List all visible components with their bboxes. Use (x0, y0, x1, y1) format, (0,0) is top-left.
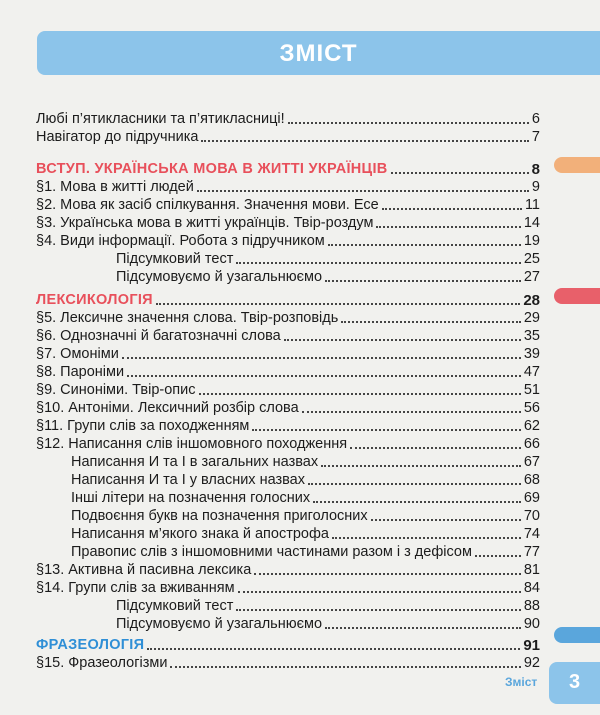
toc-entry-page: 90 (523, 616, 540, 632)
toc-entry[interactable] (36, 652, 540, 672)
section-page: 91 (523, 637, 540, 654)
toc-entry-title: Написання И та І у власних назвах (71, 472, 305, 488)
leader-dots (254, 573, 521, 575)
leader-dots (170, 666, 520, 668)
leader-dots (321, 465, 521, 467)
toc-entry-title: Правопис слів з іншомовними частинами разом і з дефісом (71, 544, 472, 560)
toc-entry-page: 70 (523, 508, 540, 524)
toc-entry-title: Інші літери на позначення голосних (71, 490, 311, 506)
toc-entry-page: 77 (523, 544, 540, 560)
leader-dots (332, 537, 521, 539)
toc-entry-page: 67 (523, 454, 540, 470)
toc-entry-title: §5. Лексичне значення слова. Твір-розповідь (36, 310, 339, 326)
leader-dots (325, 280, 521, 282)
leader-dots (313, 501, 521, 503)
toc-entry-title: §3. Українська мова в житті українців. Твір-роздум (36, 215, 374, 231)
section-tab-orange (554, 157, 600, 173)
toc-entry-page: 14 (523, 215, 540, 231)
leader-dots (341, 321, 521, 323)
toc-entry[interactable] (36, 505, 540, 525)
toc-entry[interactable] (36, 415, 540, 435)
leader-dots (236, 262, 521, 264)
toc-entry-page: 88 (523, 598, 540, 614)
page-title: ЗМІСТ (279, 40, 358, 67)
header-banner (37, 31, 600, 75)
leader-dots (238, 591, 521, 593)
toc-entry-title: §8. Пароніми (36, 364, 125, 380)
leader-dots (288, 122, 529, 124)
toc-entry-title: §15. Фразеологізми (36, 655, 168, 671)
toc-entry-title: §1. Мова в житті людей (36, 179, 194, 195)
page-number-box (549, 662, 600, 704)
section-tab-red (554, 288, 600, 304)
toc-entry-page: 35 (523, 328, 540, 344)
toc-entry[interactable] (36, 577, 540, 597)
toc-entry-page: 27 (523, 269, 540, 285)
toc-entry-page: 68 (523, 472, 540, 488)
leader-dots (147, 648, 520, 650)
toc-entry-page: 51 (523, 382, 540, 398)
leader-dots (350, 447, 521, 449)
toc-entry[interactable] (36, 397, 540, 417)
toc-entry-page: 66 (523, 436, 540, 452)
leader-dots (308, 483, 521, 485)
section-title: ЛЕКСИКОЛОГІЯ (36, 292, 153, 308)
leader-dots (371, 519, 521, 521)
toc-entry[interactable] (36, 325, 540, 345)
toc-entry-title: §9. Синоніми. Твір-опис (36, 382, 196, 398)
leader-dots (122, 357, 521, 359)
leader-dots (199, 393, 521, 395)
toc-entry-title: §10. Антоніми. Лексичний розбір слова (36, 400, 299, 416)
toc-entry[interactable] (36, 248, 540, 268)
toc-entry-title: Написання И та І в загальних назвах (71, 454, 319, 470)
toc-entry-title: §2. Мова як засіб спілкування. Значення мови. Есе (36, 197, 379, 213)
leader-dots (156, 303, 520, 305)
leader-dots (197, 190, 529, 192)
leader-dots (328, 244, 521, 246)
section-title: ФРАЗЕОЛОГІЯ (36, 637, 145, 653)
toc-entry-title: §6. Однозначні й багатозначні слова (36, 328, 281, 344)
toc-entry[interactable] (36, 451, 540, 471)
toc-entry-page: 25 (523, 251, 540, 267)
toc-entry-page: 11 (524, 197, 540, 213)
toc-entry-page: 7 (531, 129, 540, 145)
toc-entry[interactable] (36, 194, 540, 214)
toc-entry-page: 6 (531, 111, 540, 127)
leader-dots (325, 627, 521, 629)
toc-entry-title: §14. Групи слів за вживанням (36, 580, 235, 596)
toc-entry[interactable] (36, 379, 540, 399)
toc-entry-page: 69 (523, 490, 540, 506)
toc-entry[interactable] (36, 433, 540, 453)
leader-dots (127, 375, 521, 377)
toc-entry[interactable] (36, 595, 540, 615)
toc-entry-page: 19 (523, 233, 540, 249)
toc-entry[interactable] (36, 307, 540, 327)
toc-entry-page: 84 (523, 580, 540, 596)
toc-entry-title: §11. Групи слів за походженням (36, 418, 250, 434)
toc-entry[interactable] (36, 469, 540, 489)
toc-entry-title: Навігатор до підручника (36, 129, 199, 145)
toc-entry-page: 47 (523, 364, 540, 380)
toc-entry-page: 62 (523, 418, 540, 434)
section-tab-blue (554, 627, 600, 643)
toc-entry-page: 74 (523, 526, 540, 542)
toc-entry-title: Подвоєння букв на позначення приголосних (71, 508, 368, 524)
toc-entry-title: §7. Омоніми (36, 346, 119, 362)
toc-entry[interactable] (36, 212, 540, 232)
toc-entry[interactable] (36, 541, 540, 561)
toc-entry[interactable] (36, 559, 540, 579)
toc-entry[interactable] (36, 523, 540, 543)
toc-entry-page: 92 (523, 655, 540, 671)
toc-entry[interactable] (36, 343, 540, 363)
toc-entry[interactable] (36, 176, 540, 196)
toc-entry[interactable] (36, 361, 540, 381)
running-footer-label: Зміст (505, 675, 538, 689)
toc-section-heading[interactable] (36, 289, 540, 309)
section-title: ВСТУП. УКРАЇНСЬКА МОВА В ЖИТТІ УКРАЇНЦІВ (36, 161, 388, 177)
leader-dots (302, 411, 521, 413)
toc-section-heading[interactable] (36, 158, 540, 178)
toc-entry-title: §12. Написання слів іншомовного походження (36, 436, 348, 452)
leader-dots (475, 555, 521, 557)
leader-dots (252, 429, 520, 431)
toc-entry[interactable] (36, 108, 540, 128)
leader-dots (376, 226, 520, 228)
toc-entry[interactable] (36, 613, 540, 633)
toc-entry-title: Підсумовуємо й узагальнюємо (116, 269, 323, 285)
toc-entry-title: §13. Активна й пасивна лексика (36, 562, 252, 578)
leader-dots (236, 609, 521, 611)
toc-entry[interactable] (36, 266, 540, 286)
leader-dots (382, 208, 522, 210)
toc-entry-title: §4. Види інформації. Робота з підручником (36, 233, 325, 249)
section-page: 8 (531, 161, 540, 178)
section-page: 28 (523, 292, 540, 309)
leader-dots (284, 339, 521, 341)
toc-entry-page: 81 (523, 562, 540, 578)
toc-entry[interactable] (36, 126, 540, 146)
toc-entry-title: Любі п’ятикласники та п’ятикласниці! (36, 111, 285, 127)
toc-entry-page: 9 (531, 179, 540, 195)
page-number: 3 (568, 671, 581, 693)
toc-entry-page: 39 (523, 346, 540, 362)
toc-entry-page: 29 (523, 310, 540, 326)
toc-entry-page: 56 (523, 400, 540, 416)
toc-entry-title: Підсумковий тест (116, 598, 234, 614)
toc-entry[interactable] (36, 230, 540, 250)
toc-entry-title: Підсумовуємо й узагальнюємо (116, 616, 323, 632)
toc-entry-title: Написання м’якого знака й апострофа (71, 526, 329, 542)
toc-entry-title: Підсумковий тест (116, 251, 234, 267)
leader-dots (391, 172, 529, 174)
leader-dots (201, 140, 528, 142)
toc-entry[interactable] (36, 487, 540, 507)
toc-section-heading[interactable] (36, 634, 540, 654)
